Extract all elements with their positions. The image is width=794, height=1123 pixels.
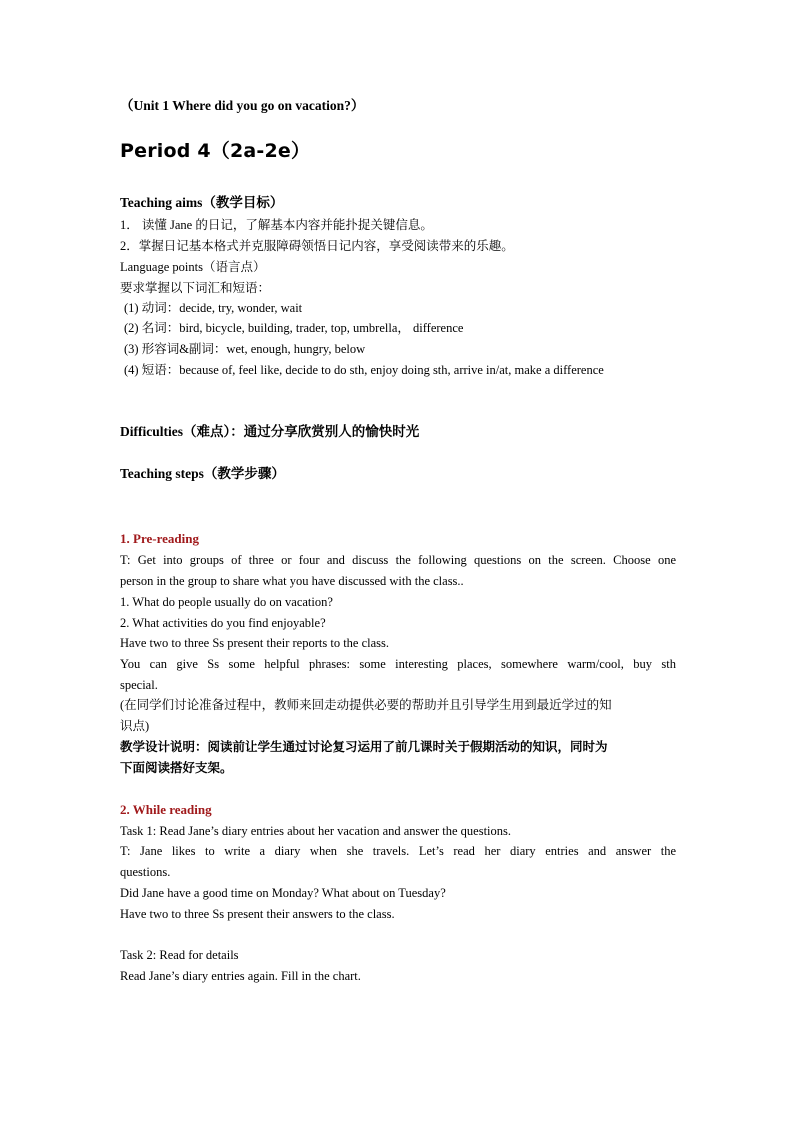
while-reading-t-line-1: T: Jane likes to write a diary when she travels. Let’s read her diary entries and answer the (120, 844, 676, 858)
pre-reading-heading: 1. Pre-reading (120, 531, 199, 546)
pre-reading-phrases-line-2: special. (120, 678, 158, 692)
while-reading-t-line-2: questions. (120, 865, 171, 879)
pre-reading-question-1: 1. What do people usually do on vacation? (120, 595, 333, 609)
language-point-1: (1) 动词：decide, try, wonder, wait (124, 301, 303, 315)
period-title: Period 4（2a-2e） (120, 140, 311, 162)
difficulties-heading: Difficulties（难点）：通过分享欣赏别人的愉快时光 (120, 424, 420, 439)
pre-reading-phrases-line-1: You can give Ss some helpful phrases: some interesting places, somewhere warm/cool, buy sth (120, 657, 676, 671)
design-note-line-2: 下面阅读搭好支架。 (120, 761, 233, 775)
teaching-aims-heading: Teaching aims（教学目标） (120, 195, 284, 210)
pre-reading-note-line-1: (在同学们讨论准备过程中，教师来回走动提供必要的帮助并且引导学生用到最近学过的知 (120, 698, 612, 712)
unit-title: （Unit 1 Where did you go on vacation?） (120, 98, 365, 113)
language-point-3: (3) 形容词&副词：wet, enough, hungry, below (124, 342, 366, 356)
task-2-line: Task 2: Read for details (120, 948, 239, 962)
language-point-4: (4) 短语：because of, feel like, decide to do sth, enjoy doing sth, arrive in/at, make a difference (124, 363, 604, 377)
task-2-instruction: Read Jane’s diary entries again. Fill in the chart. (120, 969, 361, 983)
while-reading-heading: 2. While reading (120, 802, 212, 817)
aim-item-2: 2．掌握日记基本格式并克服障碍领悟日记内容，享受阅读带来的乐趣。 (120, 239, 514, 253)
requirement-line: 要求掌握以下词汇和短语： (120, 281, 271, 295)
language-points-heading: Language points（语言点） (120, 260, 266, 274)
while-reading-present: Have two to three Ss present their answers to the class. (120, 907, 395, 921)
pre-reading-note-line-2: 识点) (120, 719, 150, 733)
while-reading-question: Did Jane have a good time on Monday? What about on Tuesday? (120, 886, 446, 900)
pre-reading-present: Have two to three Ss present their reports to the class. (120, 636, 390, 650)
pre-reading-intro-line-2: person in the group to share what you have discussed with the class.. (120, 574, 464, 588)
task-1-line: Task 1: Read Jane’s diary entries about her vacation and answer the questions. (120, 824, 512, 838)
pre-reading-intro-line-1: T: Get into groups of three or four and discuss the following questions on the screen. Choose one (120, 553, 676, 567)
design-note-line-1: 教学设计说明：阅读前让学生通过讨论复习运用了前几课时关于假期活动的知识，同时为 (120, 740, 608, 754)
aim-item-1: 1． 读懂 Jane 的日记，了解基本内容并能扑捉关键信息。 (120, 218, 433, 232)
language-point-2: (2) 名词：bird, bicycle, building, trader, top, umbrella， difference (124, 321, 464, 335)
teaching-steps-heading: Teaching steps（教学步骤） (120, 466, 285, 481)
pre-reading-question-2: 2. What activities do you find enjoyable? (120, 616, 326, 630)
